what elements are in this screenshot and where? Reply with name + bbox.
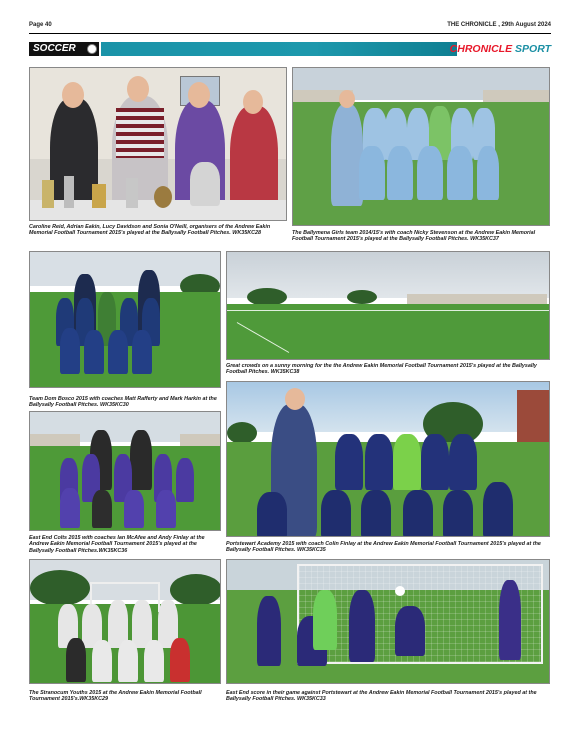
brand-main: CHRONICLE — [449, 43, 513, 55]
caption-stranocum-youths: The Stranocum Youths 2015 at the Andrew Eakin Memorial Football Tournament 2015's.WK35KC29 — [29, 690, 202, 703]
section-label: SOCCER — [29, 42, 99, 56]
brand-logo — [450, 42, 551, 56]
football-icon — [87, 44, 97, 54]
photo-stranocum-youths — [29, 559, 221, 684]
photo-east-end-colts — [29, 411, 221, 531]
photo-dom-bosco — [29, 251, 221, 388]
page-header — [29, 20, 551, 32]
publication-date: THE CHRONICLE , 29th August 2024 — [447, 22, 551, 28]
photo-portstewart-academy — [226, 381, 550, 537]
caption-east-end-score: East End score in their game against Portstewart at the Andrew Eakin Memorial Football Tournament 2015's played at the Ballysally Football Pitches. WK35KC33 — [226, 690, 537, 703]
caption-organisers: Caroline Reid, Adrian Eakin, Lucy Davidson and Sonia O'Neill, organisers of the Andrew Eakin Memorial Football Tournament 2015's played at the Ballysally Football Pitches. WK35KC28 — [29, 224, 271, 237]
photo-east-end-score — [226, 559, 550, 684]
header-rule — [29, 33, 551, 34]
photo-great-crowds — [226, 251, 550, 360]
photo-ballymena-girls — [292, 67, 550, 226]
banner-bar — [101, 42, 457, 56]
caption-great-crowds: Great crowds on a sunny morning for the the Andrew Eakin Memorial Football Tournament 2015's played at the Ballysally Football Pitches. WK35KC38 — [226, 363, 537, 376]
caption-east-end-colts: East End Colts 2015 with coaches Ian McAfee and Andy Finlay at the Andrew Eakin Memorial Football Tournament 2015's played at the Ballysally Football Pitches.WK35KC36 — [29, 535, 205, 554]
caption-dom-bosco: Team Dom Bosco 2015 with coaches Matt Rafferty and Mark Harkin at the Ballysally Football Pitches. WK35KC30 — [29, 396, 217, 409]
caption-ballymena-girls: The Ballymena Girls team 2014/15's with coach Nicky Stevenson at the Andrew Eakin Memorial Football Tournament 2015's played at the Ballysally Football Pitches. WK35KC37 — [292, 230, 536, 243]
caption-portstewart-academy: Portstewart Academy 2015 with coach Colin Finlay at the Andrew Eakin Memorial Football Tournament 2015's played at the Ballysally Football Pitches. WK35KC35 — [226, 541, 541, 554]
brand-sport: SPORT — [515, 43, 551, 55]
page-number: Page 40 — [29, 22, 52, 28]
photo-organisers — [29, 67, 287, 221]
section-banner — [29, 42, 551, 56]
